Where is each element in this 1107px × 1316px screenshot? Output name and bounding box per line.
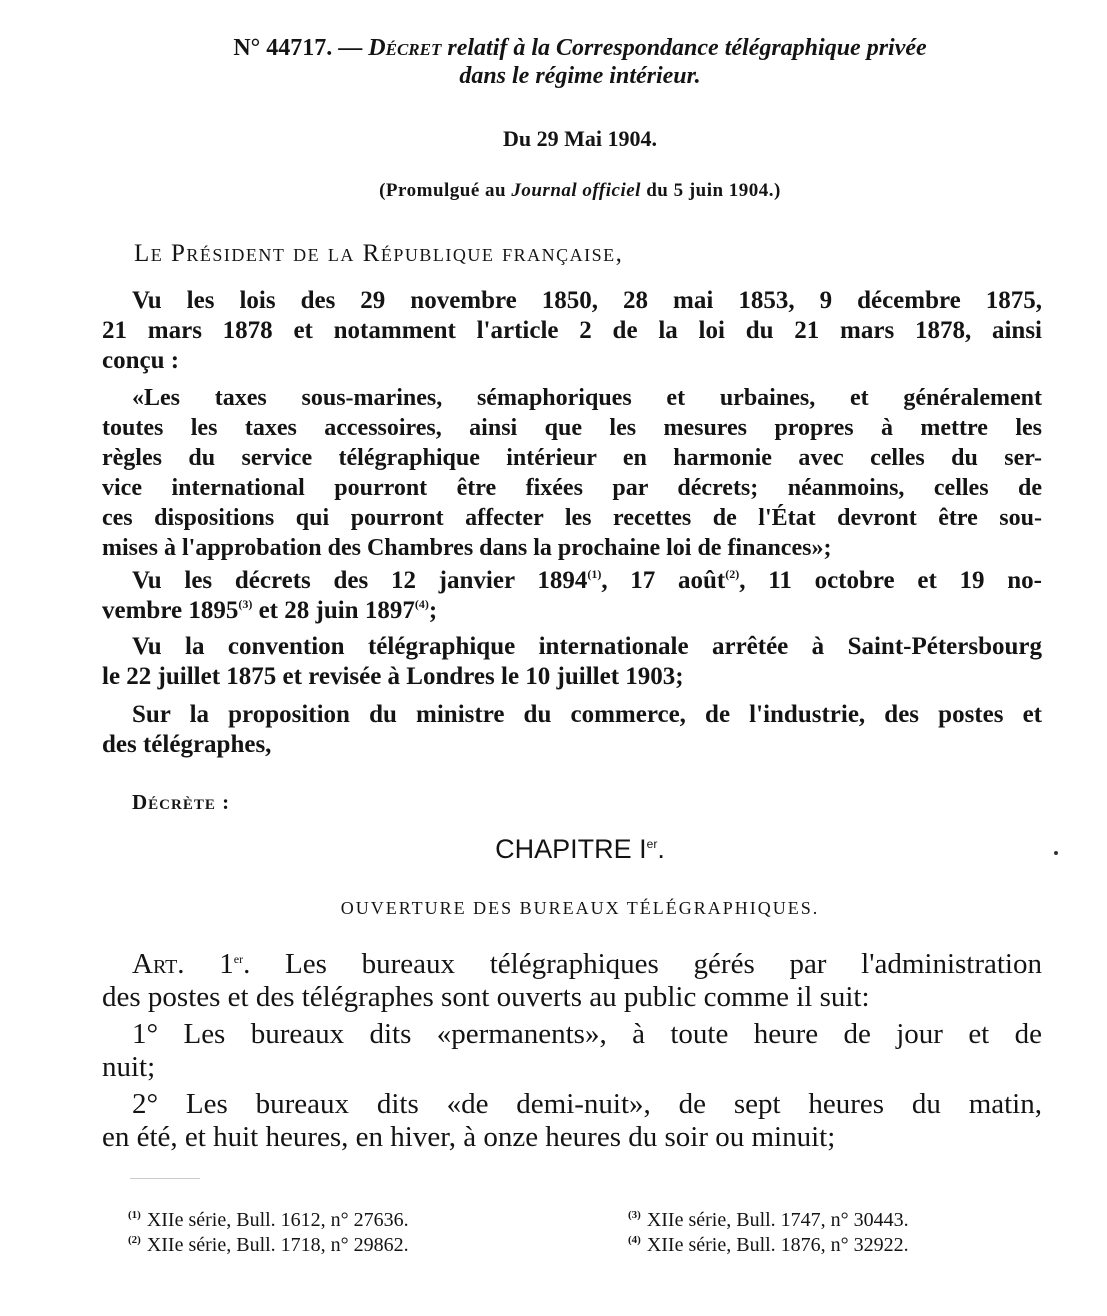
president-heading: Le Président de la République française,: [134, 240, 624, 267]
text-line: vice international pourront être fixées par décrets; néanmoins, celles de: [102, 475, 1042, 501]
text-run: . Les bureaux télégraphiques gérés par l'administration: [243, 948, 1042, 980]
text-line: Sur la proposition du ministre du commerce, de l'industrie, des postes et: [132, 701, 1042, 728]
ink-speck: [1054, 851, 1058, 855]
footnote-2: [128, 1227, 409, 1258]
text-line: en été, et huit heures, en hiver, à onze heures du soir ou minuit;: [102, 1121, 836, 1153]
decrete-heading: Décrète :: [132, 790, 231, 814]
text-run: , 11 octobre et 19 no-: [739, 567, 1042, 594]
footnote-mark: (4): [628, 1234, 641, 1246]
footnote-ref: (1): [587, 567, 602, 581]
text-line: [102, 948, 1042, 981]
chapter-title: [100, 834, 1060, 865]
text-line: «Les taxes sous-marines, sémaphoriques et urbaines, et généralement: [132, 385, 1042, 411]
promulgation-pre: (Promulgué au: [379, 180, 507, 201]
chapter-subtitle: OUVERTURE DES BUREAUX TÉLÉGRAPHIQUES.: [340, 898, 820, 918]
footnote-mark: (2): [128, 1234, 141, 1246]
text-line: Vu les lois des 29 novembre 1850, 28 mai 1853, 9 décembre 1875,: [132, 287, 1042, 314]
text-run: Vu les décrets des 12 janvier 1894: [132, 567, 588, 594]
footnote-text: XIIe série, Bull. 1876, n° 32922.: [646, 1234, 909, 1256]
text-run: , 17 août: [601, 567, 726, 594]
promulgation-note: [100, 180, 1060, 202]
chapter-title-text: CHAPITRE I: [495, 834, 647, 864]
article-label: Art. 1: [132, 948, 234, 980]
article-1: [102, 948, 1042, 1014]
promulgation-post: du 5 juin 1904.): [646, 180, 781, 201]
footnote-ref: (4): [414, 597, 429, 611]
chapter-title-end: .: [657, 834, 665, 864]
decree-date: Du 29 Mai 1904.: [503, 126, 657, 151]
paragraph-proposition: [102, 700, 1042, 760]
paragraph-vu-lois: [102, 286, 1042, 376]
footnote-text: XIIe série, Bull. 1612, n° 27636.: [146, 1209, 409, 1231]
journal-officiel: Journal officiel: [511, 180, 641, 201]
paragraph-quote: [102, 383, 1042, 563]
text-line: toutes les taxes accessoires, ainsi que les mesures propres à mettre les: [102, 415, 1042, 441]
text-line: mises à l'approbation des Chambres dans la prochaine loi de finances»;: [102, 535, 832, 561]
text-run: et 28 juin 1897: [252, 597, 415, 624]
decree-title: [100, 34, 1060, 90]
article-label-sup: er: [233, 952, 244, 966]
text-run: ;: [428, 597, 438, 624]
article-1-item-2: [102, 1088, 1042, 1154]
text-line: [102, 596, 1042, 626]
paragraph-vu-convention: [102, 632, 1042, 692]
paragraph-vu-decrets: [102, 566, 1042, 626]
text-line: des télégraphes,: [102, 731, 272, 758]
text-line: 2° Les bureaux dits «de demi-nuit», de sept heures du matin,: [132, 1088, 1042, 1120]
text-line: le 22 juillet 1875 et revisée à Londres le 10 juillet 1903;: [102, 663, 684, 690]
text-line: des postes et des télégraphes sont ouverts au public comme il suit:: [102, 981, 870, 1013]
footnote-text: XIIe série, Bull. 1718, n° 29862.: [146, 1234, 409, 1256]
text-line: 1° Les bureaux dits «permanents», à toute heure de jour et de: [132, 1018, 1042, 1050]
text-line: conçu :: [102, 347, 180, 374]
title-line-1: [100, 34, 1060, 62]
footnote-ref: (2): [725, 567, 740, 581]
text-line: nuit;: [102, 1051, 156, 1083]
footnote-divider: [130, 1178, 200, 1179]
text-line: règles du service télégraphique intérieur en harmonie avec celles du ser-: [102, 445, 1042, 471]
footnote-text: XIIe série, Bull. 1747, n° 30443.: [646, 1209, 909, 1231]
text-run: vembre 1895: [102, 597, 239, 624]
text-line: 21 mars 1878 et notamment l'article 2 de la loi du 21 mars 1878, ainsi: [102, 317, 1042, 344]
footnote-mark: (3): [628, 1209, 641, 1221]
footnote-ref: (3): [238, 597, 253, 611]
chapter-title-sup: er: [646, 837, 658, 851]
decree-word: Décret: [368, 35, 442, 61]
decree-number: N° 44717. —: [233, 35, 363, 61]
title-rest: relatif à la Correspondance télégraphique privée: [447, 35, 927, 61]
footnote-4: [628, 1227, 909, 1258]
text-line: Vu la convention télégraphique internationale arrêtée à Saint-Pétersbourg: [132, 633, 1042, 660]
text-line: ces dispositions qui pourront affecter les recettes de l'État devront être sou-: [102, 505, 1042, 531]
footnote-mark: (1): [128, 1209, 141, 1221]
article-1-item-1: [102, 1018, 1042, 1084]
title-line-2: dans le régime intérieur.: [459, 63, 701, 89]
text-line: [102, 566, 1042, 596]
